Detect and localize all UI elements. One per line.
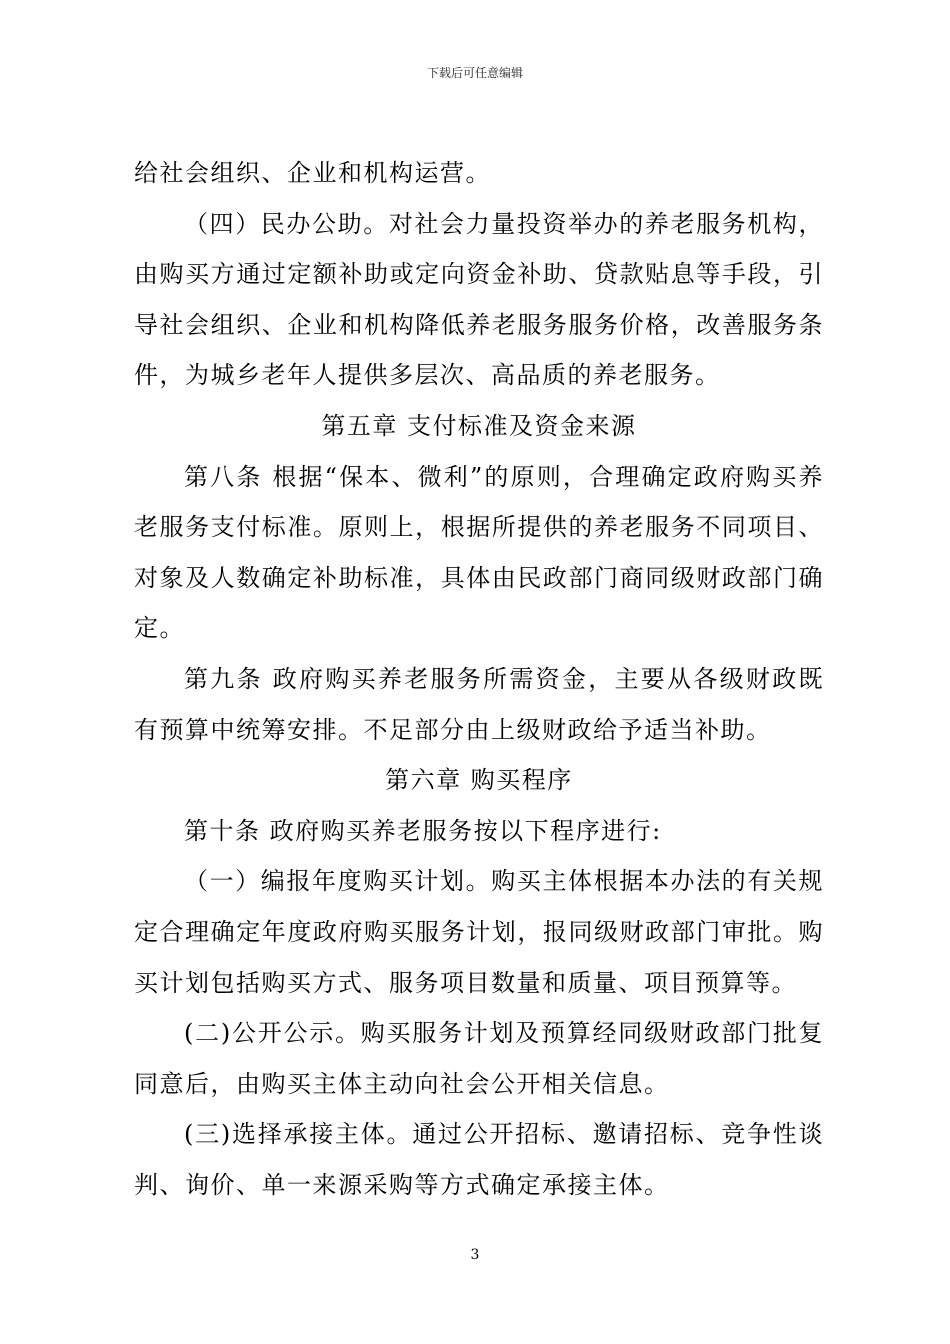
procedure-item-two: (二)公开公示。购买服务计划及预算经同级财政部门批复同意后，由购买主体主动向社会公开相关信息。	[134, 1019, 824, 1098]
procedure-item-three: (三)选择承接主体。通过公开招标、邀请招标、竞争性谈判、询价、单一来源采购等方式确定承接主体。	[134, 1120, 824, 1199]
paragraph-continuation: 给社会组织、企业和机构运营。	[134, 159, 491, 187]
page-number: 3	[470, 1247, 480, 1263]
document-body	[134, 148, 824, 1210]
article-nine: 第九条 政府购买养老服务所需资金，主要从各级财政既有预算中统筹安排。不足部分由上级财政给予适当补助。	[134, 664, 824, 744]
page-header: 下载后可任意编辑	[426, 66, 523, 80]
article-ten: 第十条 政府购买养老服务按以下程序进行:	[184, 816, 662, 845]
paragraph-item-four: （四）民办公助。对社会力量投资举办的养老服务机构，由购买方通过定额补助或定向资金补助、贷款贴息等手段，引导社会组织、企业和机构降低养老服务服务价格，改善服务条件，为城乡老年人提供多层次、高品质的养老服务。	[134, 209, 824, 390]
chapter-six-heading: 第六章 购买程序	[385, 766, 573, 795]
procedure-item-one: （一）编报年度购买计划。购买主体根据本办法的有关规定合理确定年度政府购买服务计划，报同级财政部门审批。购买计划包括购买方式、服务项目数量和质量、项目预算等。	[134, 867, 824, 997]
chapter-five-heading: 第五章 支付标准及资金来源	[321, 411, 637, 440]
article-eight: 第八条 根据“保本、微利”的原则，合理确定政府购买养老服务支付标准。原则上，根据所提供的养老服务不同项目、对象及人数确定补助标准，具体由民政部门商同级财政部门确定。	[134, 462, 824, 643]
